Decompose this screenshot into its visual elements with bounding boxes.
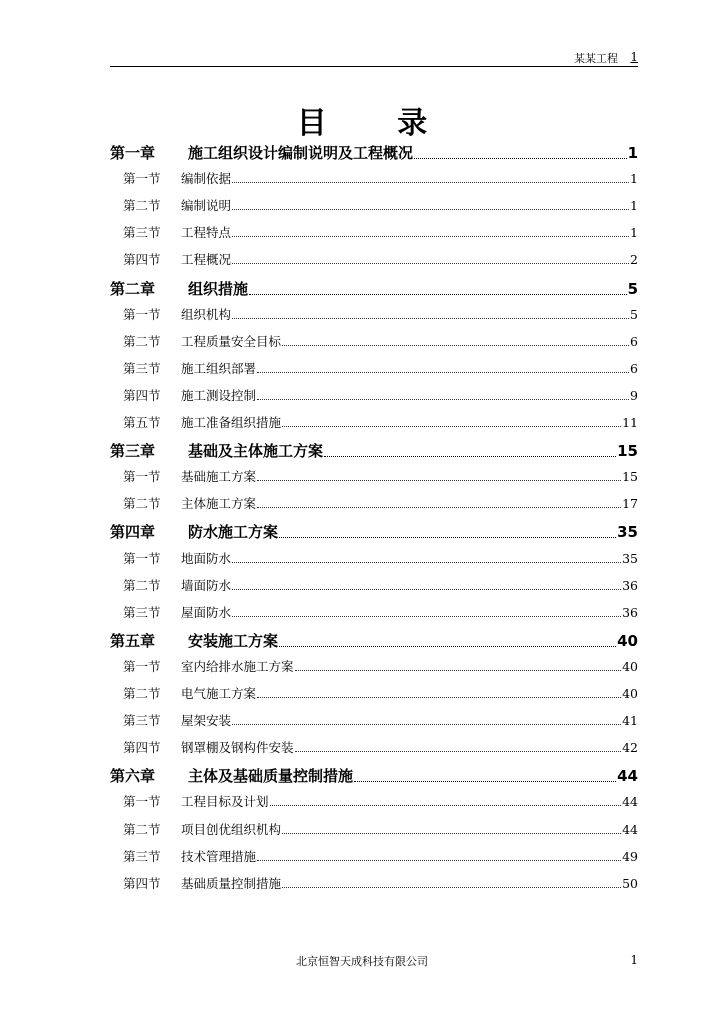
- page-header: [110, 48, 638, 67]
- toc-entry-title: 施工准备组织措施: [181, 415, 282, 430]
- toc-entry-page: 1: [630, 171, 638, 187]
- toc-entry-page: 40: [622, 658, 638, 674]
- toc-entry-number: 第三节: [123, 713, 161, 729]
- toc-entry-number: 第一节: [123, 306, 161, 322]
- toc-section-entry[interactable]: [123, 332, 638, 350]
- toc-entry-page: 1: [627, 144, 638, 162]
- toc-section-entry[interactable]: [123, 250, 638, 268]
- toc-section-entry[interactable]: [123, 305, 638, 323]
- toc-entry-page: 36: [622, 577, 638, 593]
- toc-entry-number: 第三节: [123, 848, 161, 864]
- footer-company: 北京恒智天成科技有限公司: [296, 955, 428, 968]
- toc-entry-number: 第四节: [123, 740, 161, 756]
- toc-entry-number: 第一节: [123, 794, 161, 810]
- toc-section-entry[interactable]: [123, 711, 638, 729]
- toc-entry-title: 工程质量安全目标: [181, 333, 282, 349]
- header-page-number: 1: [630, 50, 638, 64]
- toc-leader-dots: [354, 781, 616, 782]
- toc-leader-dots: [232, 236, 629, 237]
- toc-leader-dots: [257, 860, 621, 861]
- toc-entry-page: 35: [622, 550, 638, 566]
- toc-leader-dots: [282, 426, 621, 427]
- toc-entry-number: 第一节: [123, 171, 161, 187]
- header-title: 某某工程: [574, 52, 618, 65]
- toc-entry-page: 15: [617, 442, 638, 461]
- toc-entry-number: 第三节: [123, 604, 161, 620]
- toc-entry-page: 36: [622, 604, 638, 620]
- toc-entry-title: 墙面防水: [181, 577, 232, 593]
- toc-entry-page: 5: [627, 279, 638, 298]
- toc-entry-page: 50: [622, 875, 638, 891]
- toc-chapter-entry[interactable]: [110, 440, 638, 461]
- toc-leader-dots: [270, 805, 622, 806]
- toc-entry-number: 第五章: [110, 631, 156, 650]
- toc-entry-page: 1: [630, 198, 638, 214]
- footer-page-number: 1: [630, 953, 638, 967]
- toc-entry-page: 6: [630, 333, 638, 349]
- toc-entry-number: 第三节: [123, 360, 161, 376]
- toc-leader-dots: [257, 480, 621, 481]
- toc-entry-number: 第四章: [110, 523, 156, 542]
- toc-title: 目 录: [296, 106, 458, 141]
- toc-section-entry[interactable]: [123, 494, 638, 512]
- toc-entry-page: 44: [617, 767, 638, 786]
- toc-entry-page: 2: [630, 252, 638, 268]
- toc-section-entry[interactable]: [123, 847, 638, 865]
- toc-entry-number: 第二节: [123, 577, 161, 593]
- toc-entry-number: 第二节: [123, 496, 161, 512]
- toc-entry-number: 第一节: [123, 550, 161, 566]
- toc-entry-title: 电气施工方案: [181, 686, 257, 701]
- toc-leader-dots: [249, 294, 627, 295]
- toc-entry-title: 工程概况: [181, 252, 232, 268]
- toc-leader-dots: [257, 372, 629, 373]
- toc-leader-dots: [232, 182, 629, 183]
- toc-entry-page: 41: [622, 713, 638, 729]
- toc-leader-dots: [232, 616, 621, 617]
- toc-entry-page: 49: [622, 848, 638, 864]
- toc-entry-number: 第一章: [110, 144, 156, 162]
- toc-entry-title: 基础质量控制措施: [181, 875, 282, 891]
- toc-leader-dots: [282, 887, 621, 888]
- toc-section-entry[interactable]: [123, 359, 638, 377]
- toc-entry-title: 编制依据: [181, 171, 232, 187]
- toc-entry-title: 室内给排水施工方案: [181, 658, 294, 674]
- toc-leader-dots: [232, 724, 621, 725]
- toc-entry-title: 屋架安装: [181, 713, 232, 729]
- toc-section-entry[interactable]: [123, 657, 638, 675]
- toc-entry-page: 17: [622, 496, 638, 512]
- toc-leader-dots: [324, 456, 616, 457]
- toc-entry-number: 第二节: [123, 198, 161, 214]
- toc-entry-title: 项目创优组织机构: [181, 821, 282, 837]
- toc-entry-title: 基础及主体施工方案: [188, 442, 324, 461]
- toc-leader-dots: [279, 646, 616, 647]
- toc-leader-dots: [232, 562, 621, 563]
- toc-section-entry[interactable]: [123, 196, 638, 214]
- toc-entry-page: 40: [622, 686, 638, 701]
- toc-entry-number: 第六章: [110, 767, 156, 786]
- toc-entry-title: 施工组织部署: [181, 360, 257, 376]
- toc-entry-title: 主体及基础质量控制措施: [188, 767, 354, 786]
- toc-entry-title: 屋面防水: [181, 604, 232, 620]
- toc-entry-title: 组织机构: [181, 306, 232, 322]
- toc-entry-page: 9: [630, 387, 638, 403]
- toc-leader-dots: [295, 751, 622, 752]
- toc-leader-dots: [257, 399, 629, 400]
- toc-entry-page: 40: [617, 631, 638, 650]
- toc-leader-dots: [232, 263, 629, 264]
- toc-entry-number: 第二节: [123, 686, 161, 701]
- toc-leader-dots: [232, 209, 629, 210]
- toc-entry-title: 施工测设控制: [181, 387, 257, 403]
- toc-entry-page: 11: [622, 415, 638, 430]
- toc-entry-page: 6: [630, 360, 638, 376]
- toc-leader-dots: [295, 670, 622, 671]
- toc-entry-page: 44: [622, 821, 638, 837]
- toc-entry-title: 工程特点: [181, 225, 232, 241]
- toc-entry-page: 35: [617, 523, 638, 542]
- toc-entry-number: 第五节: [123, 415, 161, 430]
- toc-entry-number: 第二章: [110, 279, 156, 298]
- toc-leader-dots: [414, 158, 627, 159]
- toc-entry-title: 组织措施: [188, 279, 249, 298]
- toc-leader-dots: [279, 537, 616, 538]
- toc-section-entry[interactable]: [123, 169, 638, 187]
- toc-section-entry[interactable]: [123, 549, 638, 567]
- toc-leader-dots: [232, 318, 629, 319]
- toc-section-entry[interactable]: [123, 413, 638, 431]
- toc-section-entry[interactable]: [123, 738, 638, 756]
- toc-section-entry[interactable]: [123, 467, 638, 485]
- toc-entry-page: 5: [630, 306, 638, 322]
- toc-chapter-entry[interactable]: [110, 278, 638, 299]
- toc-entry-title: 主体施工方案: [181, 496, 257, 512]
- toc-entry-number: 第三节: [123, 225, 161, 241]
- toc-entry-title: 安装施工方案: [188, 631, 279, 650]
- toc-chapter-entry[interactable]: [110, 142, 638, 163]
- toc-entry-title: 地面防水: [181, 550, 232, 566]
- toc-entry-number: 第四节: [123, 387, 161, 403]
- toc-leader-dots: [282, 833, 621, 834]
- toc-chapter-entry[interactable]: [110, 521, 638, 542]
- toc-section-entry[interactable]: [123, 386, 638, 404]
- toc-section-entry[interactable]: [123, 684, 638, 702]
- toc-leader-dots: [257, 507, 621, 508]
- toc-entry-title: 技术管理措施: [181, 848, 257, 864]
- toc-entry-page: 42: [622, 740, 638, 756]
- toc-leader-dots: [232, 589, 621, 590]
- toc-entry-number: 第二节: [123, 333, 161, 349]
- toc-entry-number: 第四节: [123, 252, 161, 268]
- toc-entry-title: 工程目标及计划: [181, 794, 269, 810]
- toc-entry-page: 44: [622, 794, 638, 810]
- toc-entry-number: 第四节: [123, 875, 161, 891]
- toc-entry-title: 防水施工方案: [188, 523, 279, 542]
- toc-leader-dots: [257, 697, 621, 698]
- toc-entry-page: 1: [630, 225, 638, 241]
- toc-chapter-entry[interactable]: [110, 765, 638, 786]
- toc-entry-title: 钢罩棚及钢构件安装: [181, 740, 294, 756]
- toc-section-entry[interactable]: [123, 576, 638, 594]
- toc-entry-page: 15: [622, 469, 638, 485]
- toc-section-entry[interactable]: [123, 223, 638, 241]
- toc-entry-title: 基础施工方案: [181, 469, 257, 485]
- toc-section-entry[interactable]: [123, 874, 638, 892]
- toc-leader-dots: [282, 345, 629, 346]
- toc-entry-number: 第二节: [123, 821, 161, 837]
- toc-section-entry[interactable]: [123, 820, 638, 838]
- toc-section-entry[interactable]: [123, 792, 638, 810]
- toc-entry-number: 第一节: [123, 469, 161, 485]
- toc-entry-number: 第一节: [123, 658, 161, 674]
- toc-entry-title: 施工组织设计编制说明及工程概况: [188, 144, 414, 162]
- toc-entry-number: 第三章: [110, 442, 156, 461]
- toc-chapter-entry[interactable]: [110, 630, 638, 651]
- toc-entry-title: 编制说明: [181, 198, 232, 214]
- toc-section-entry[interactable]: [123, 603, 638, 621]
